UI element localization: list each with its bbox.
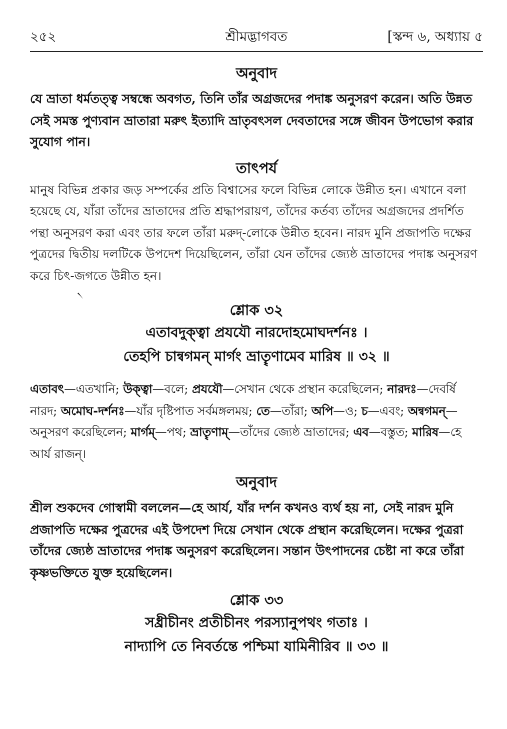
translation-2-text: শ্রীল শুকদেব গোস্বামী বললেন—হে আর্য, যাঁর দর্শন কখনও ব্যর্থ হয় না, সেই নারদ মুনি প্রজাপতি দক্ষের পুত্রদের এই উপদেশ দিয়ে সেখান থেকে প্রস্থান করেছিলেন। দক্ষের পুত্ররা তাঁদের জ্যেষ্ঠ ভ্রাতাদের পদাঙ্ক অনুসরণ করেছিলেন। সন্তান উৎপাদনের চেষ্টা না করে তাঁরা কৃষ্ণভক্তিতে যুক্ত হয়েছিলেন। xyxy=(30,500,464,580)
synonym-meaning: —সেখান থেকে প্রস্থান করেছিলেন; xyxy=(222,382,388,396)
synonym-meaning: —তাঁরা; xyxy=(269,403,312,418)
synonym-term: প্রযযৌ xyxy=(191,382,223,396)
synonym-term: এব xyxy=(353,425,369,439)
chapter-reference: [স্কন্দ ৬, অধ্যায় ৫ xyxy=(387,29,483,45)
synonym-meaning: —অনুসরণ করেছিলেন; xyxy=(30,403,458,439)
synonym-term: ভ্রাতৄণাম্ xyxy=(190,425,229,439)
verse-32-heading: শ্লোক ৩২ xyxy=(229,302,284,319)
verse-33-line-1: সধ্রীচীনং প্রতীচীনং পরস্যানুপথং গতাঃ । xyxy=(145,615,368,631)
translation-2-heading: অনুবাদ xyxy=(235,474,278,491)
header-rule xyxy=(30,51,483,52)
synonym-meaning: —হে আর্য রাজন্। xyxy=(30,425,462,461)
synonym-term: অমোঘ-দর্শনঃ xyxy=(60,403,125,418)
synonym-term: নারদঃ xyxy=(387,382,417,396)
verse-32-line-1: এতাবদুক্ত্বা প্রযযৌ নারদোহমোঘদর্শনঃ । xyxy=(145,325,368,341)
synonym-meaning: —দেবর্ষি নারদ; xyxy=(30,382,456,418)
synonym-meaning: —ও; xyxy=(333,403,362,418)
page-number: ২৫২ xyxy=(30,29,57,45)
synonym-term: অপি xyxy=(311,403,334,418)
page-content xyxy=(30,64,483,659)
verse-33-line-2: নাদ্যাপি তে নিবর্তন্তে পশ্চিমা যামিনীরিব ॥ ৩৩ ॥ xyxy=(124,639,389,655)
synonym-term: তে xyxy=(256,403,270,418)
synonym-meaning: —এতখানি; xyxy=(64,382,124,396)
book-title: শ্রীমদ্ভাগবত xyxy=(225,29,288,45)
word-for-word-synonyms xyxy=(30,379,483,465)
synonym-meaning: —তাঁদের জ্যেষ্ঠ ভ্রাতাদের; xyxy=(228,425,354,439)
synonym-term: চ xyxy=(361,403,368,418)
stray-mark: ৲ xyxy=(77,287,84,298)
synonym-meaning: —বলে; xyxy=(152,382,192,396)
synonym-meaning: —এবং; xyxy=(367,403,408,418)
purport-text: মানুষ বিভিন্ন প্রকার জড় সম্পর্কের প্রতি বিশ্বাসের ফলে বিভিন্ন লোকে উন্নীত হন। এখানে বলা হয়েছে যে, যাঁরা তাঁদের ভ্রাতাদের প্রতি শ্রদ্ধাপরায়ণ, তাঁদের কর্তব্য তাঁদের অগ্রজদের প্রদর্শিত পন্থা অনুসরণ করা এবং তার ফলে তাঁরা মরুদ্-লোকে উন্নীত হবেন। নারদ মুনি প্রজাপতি দক্ষের পুত্রদের দ্বিতীয় দলটিকে উপদেশ দিয়েছিলেন, তাঁরা যেন তাঁদের জ্যেষ্ঠ ভ্রাতাদের পদাঙ্ক অনুসরণ করে চিৎ-জগতে উন্নীত হন। xyxy=(30,182,478,283)
synonym-term: উক্ত্বা xyxy=(123,382,153,396)
verse-32-line-2: তেহপি চান্বগমন্ মার্গং ভ্রাতৄণামেব মারিষ ॥ ৩২ ॥ xyxy=(123,349,390,365)
synonym-meaning: —বস্তুত; xyxy=(368,425,413,439)
synonym-term: মারিষ xyxy=(412,425,439,439)
synonym-term: এতাবৎ xyxy=(30,382,65,396)
synonym-meaning: —পথ; xyxy=(155,425,191,439)
purport-heading: তাৎপর্য xyxy=(235,159,278,177)
translation-heading: অনুবাদ xyxy=(235,65,278,82)
page-header xyxy=(30,26,483,48)
synonym-meaning: —যাঁর দৃষ্টিপাত সর্বমঙ্গলময়; xyxy=(124,403,257,418)
translation-text: যে ভ্রাতা ধর্মতত্ত্ব সম্বন্ধে অবগত, তিনি তাঁর অগ্রজদের পদাঙ্ক অনুসরণ করেন। অতি উন্নত সেই সমস্ত পুণ্যবান ভ্রাতারা মরুৎ ইত্যাদি ভ্রাতৃবৎসল দেবতাদের সঙ্গে জীবন উপভোগ করার সুযোগ পান। xyxy=(30,91,474,149)
synonym-term: অন্বগমন্ xyxy=(407,403,446,418)
synonym-term: মার্গম্ xyxy=(130,425,155,439)
verse-33-heading: শ্লোক ৩৩ xyxy=(229,592,284,609)
